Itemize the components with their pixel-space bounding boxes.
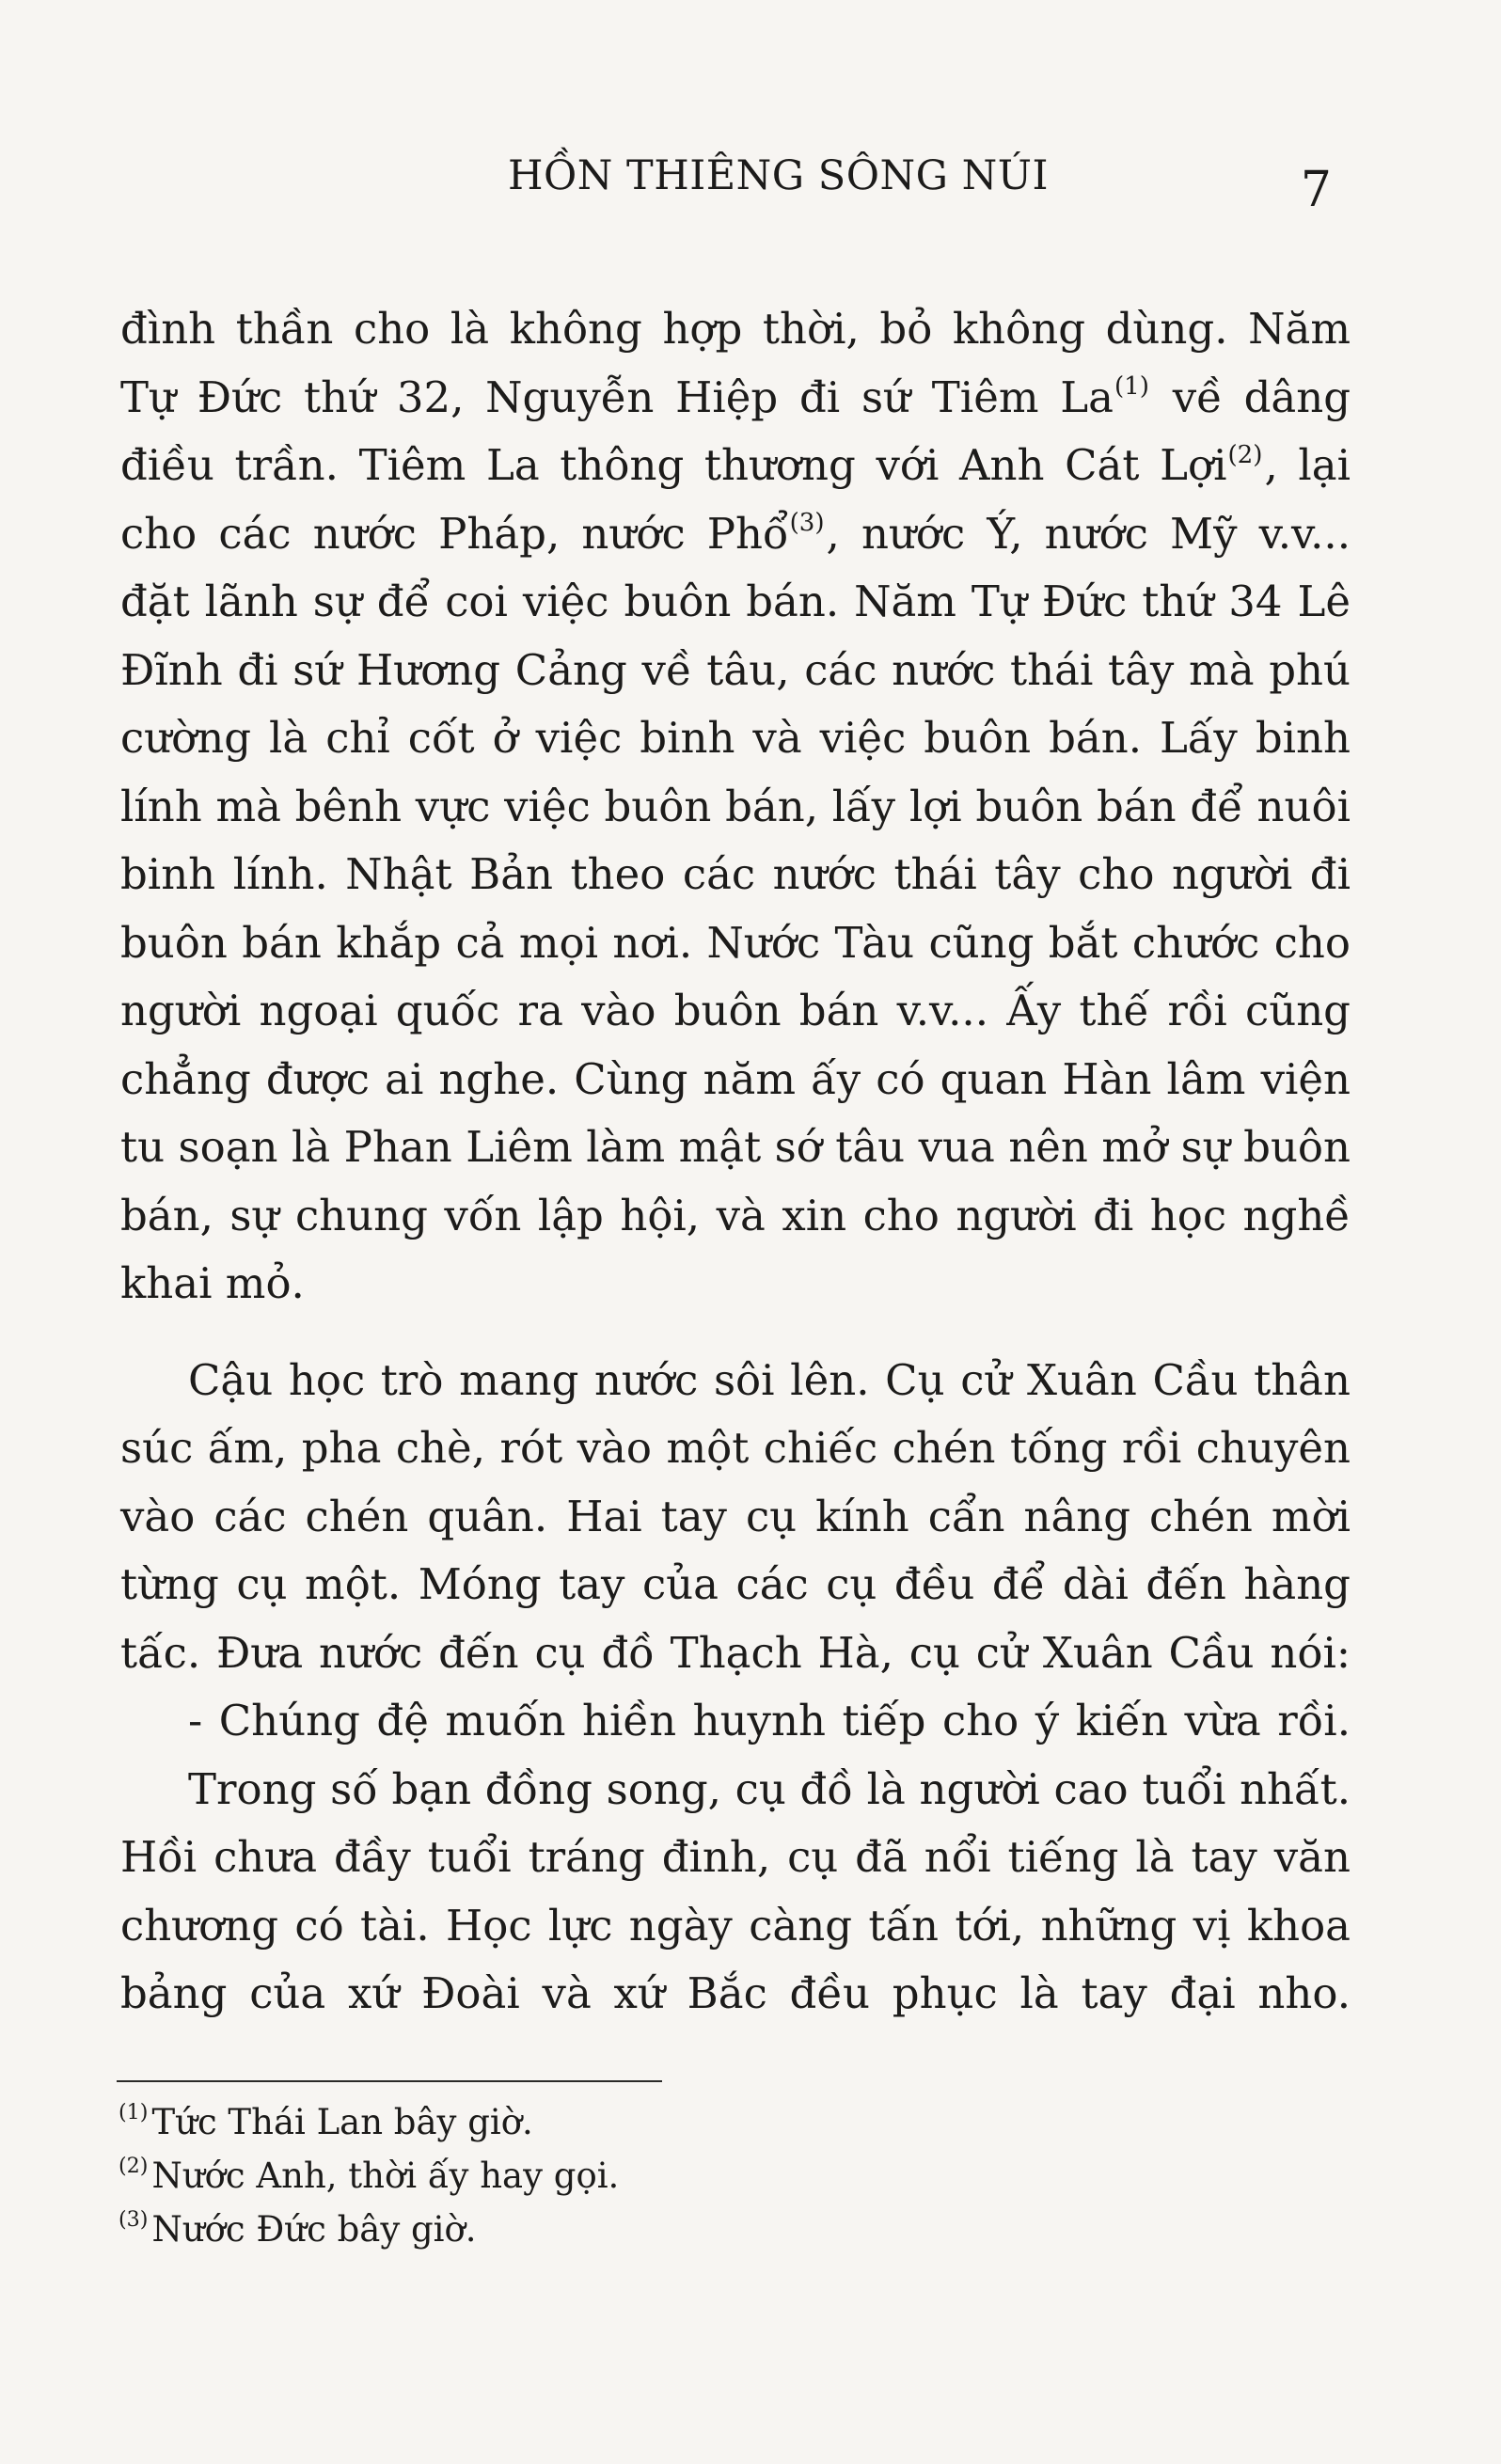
- footnote-mark: (1): [118, 2100, 149, 2125]
- footnote-1: [118, 2095, 1059, 2149]
- text-line: tu soạn là Phan Liêm làm mật sớ tâu vua nên mở sự buôn: [120, 1122, 1351, 1172]
- footnotes: [118, 2095, 1059, 2256]
- text-segment: về dâng: [1150, 371, 1351, 422]
- text-line: súc ấm, pha chè, rót vào một chiếc chén tống rồi chuyên: [120, 1423, 1351, 1473]
- text-line: chẳng được ai nghe. Cùng năm ấy có quan Hàn lâm viện: [120, 1053, 1351, 1104]
- text-line: [120, 364, 1351, 433]
- dialogue-line: - Chúng đệ muốn hiền huynh tiếp cho ý kiến vừa rồi.: [188, 1696, 1351, 1745]
- text-line: buôn bán khắp cả mọi nơi. Nước Tàu cũng bắt chước cho: [120, 917, 1351, 968]
- footnote-marker: (1): [1114, 372, 1149, 402]
- text-line: khai mỏ.: [120, 1258, 305, 1308]
- text-line: lính mà bênh vực việc buôn bán, lấy lợi buôn bán để nuôi: [120, 781, 1351, 831]
- footnote-divider: [117, 2080, 662, 2082]
- text-segment: đình thần cho là không hợp thời, bỏ không dùng. Năm: [120, 304, 1351, 354]
- text-line: [120, 500, 1351, 569]
- footnote-mark: (2): [118, 2154, 149, 2179]
- footnote-3: [118, 2203, 1059, 2256]
- text-line: chương có tài. Học lực ngày càng tấn tới, những vị khoa: [120, 1900, 1351, 1951]
- text-line: cường là chỉ cốt ở việc binh và việc buôn bán. Lấy binh: [120, 713, 1351, 763]
- text-line: binh lính. Nhật Bản theo các nước thái tây cho người đi: [120, 849, 1351, 899]
- paragraph-first-line: Cậu học trò mang nước sôi lên. Cụ cử Xuân Cầu thân: [188, 1354, 1351, 1405]
- text-segment: cho các nước Pháp, nước Phổ: [120, 508, 789, 559]
- text-line: [120, 432, 1351, 500]
- footnote-mark: (3): [118, 2207, 149, 2233]
- text-line: [120, 295, 1351, 364]
- text-line: bảng của xứ Đoài và xứ Bắc đều phục là tay đại nho.: [120, 1968, 1351, 2018]
- text-line: Hồi chưa đầy tuổi tráng đinh, cụ đã nổi tiếng là tay văn: [120, 1832, 1351, 1882]
- footnote-marker: (2): [1227, 440, 1263, 469]
- text-segment: điều trần. Tiêm La thông thương với Anh Cát Lợi: [120, 440, 1227, 490]
- page-number: 7: [1300, 162, 1332, 218]
- text-line: từng cụ một. Móng tay của các cụ đều để dài đến hàng: [120, 1559, 1351, 1609]
- text-line: tấc. Đưa nước đến cụ đồ Thạch Hà, cụ cử Xuân Cầu nói:: [120, 1627, 1351, 1678]
- footnote-text: Nước Anh, thời ấy hay gọi.: [151, 2156, 620, 2196]
- text-segment: , nước Ý, nước Mỹ v.v...: [826, 508, 1351, 559]
- footnote-marker: (3): [789, 509, 825, 538]
- footnote-text: Tức Thái Lan bây giờ.: [151, 2102, 533, 2142]
- text-line: vào các chén quân. Hai tay cụ kính cẩn nâng chén mời: [120, 1491, 1351, 1541]
- footnote-2: [118, 2149, 1059, 2203]
- text-segment: Tự Đức thứ 32, Nguyễn Hiệp đi sứ Tiêm La: [120, 371, 1114, 422]
- paragraph-first-line: Trong số bạn đồng song, cụ đồ là người cao tuổi nhất.: [188, 1763, 1351, 1814]
- body-text: [120, 295, 1351, 2029]
- text-line: bán, sự chung vốn lập hội, và xin cho người đi học nghề: [120, 1190, 1351, 1240]
- text-line: đặt lãnh sự để coi việc buôn bán. Năm Tự Đức thứ 34 Lê: [120, 577, 1351, 626]
- text-segment: , lại: [1264, 440, 1351, 490]
- running-header-title: HỒN THIÊNG SÔNG NÚI: [508, 152, 1049, 199]
- footnote-text: Nước Đức bây giờ.: [151, 2209, 477, 2250]
- text-line: người ngoại quốc ra vào buôn bán v.v... Ấy thế rồi cũng: [120, 986, 1351, 1035]
- text-line: Đĩnh đi sứ Hương Cảng về tâu, các nước thái tây mà phú: [120, 644, 1351, 695]
